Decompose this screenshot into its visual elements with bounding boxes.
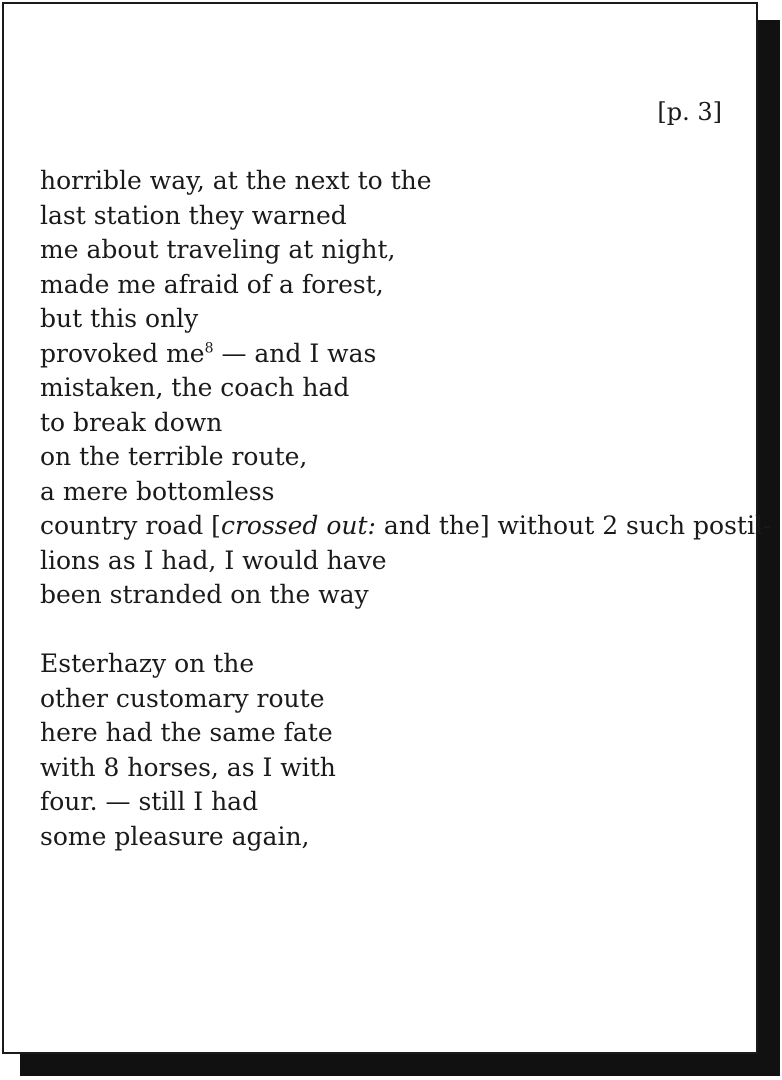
text-fragment: provoked me: [40, 338, 205, 368]
text-line: some pleasure again,: [40, 821, 310, 851]
page-number: [p. 3]: [657, 98, 722, 126]
text-line: on the terrible route,: [40, 442, 308, 471]
text-line: been stranded on the way: [40, 580, 369, 609]
text-line: last station they warned: [40, 200, 347, 230]
text-line: with 8 horses, as I with: [40, 752, 336, 782]
letter-text: [40, 164, 772, 854]
text-line: other customary route: [40, 683, 325, 713]
text-fragment: and the] without 2 such postil-: [375, 511, 772, 540]
editorial-note: crossed out:: [220, 511, 376, 540]
text-line: made me afraid of a forest,: [40, 269, 384, 299]
text-line: me about traveling at night,: [40, 235, 396, 264]
text-line: lions as I had, I would have: [40, 545, 387, 575]
text-line: horrible way, at the next to the: [40, 166, 432, 195]
text-line: mistaken, the coach had: [40, 373, 350, 402]
document-page: [2, 2, 772, 1054]
text-line: but this only: [40, 304, 199, 333]
paragraph-1: [40, 164, 772, 613]
text-fragment: country road [: [40, 511, 221, 540]
text-line: four. — still I had: [40, 787, 259, 816]
text-line-with-editorial-note: [40, 509, 772, 544]
text-line: Esterhazy on the: [40, 649, 255, 678]
paragraph-2: [40, 647, 740, 854]
text-line: here had the same fate: [40, 718, 333, 747]
text-fragment: — and I was: [213, 338, 377, 368]
footnote-marker: 8: [204, 340, 214, 357]
text-line-with-footnote: [40, 337, 740, 372]
text-line: to break down: [40, 407, 223, 437]
text-line: a mere bottomless: [40, 476, 275, 506]
